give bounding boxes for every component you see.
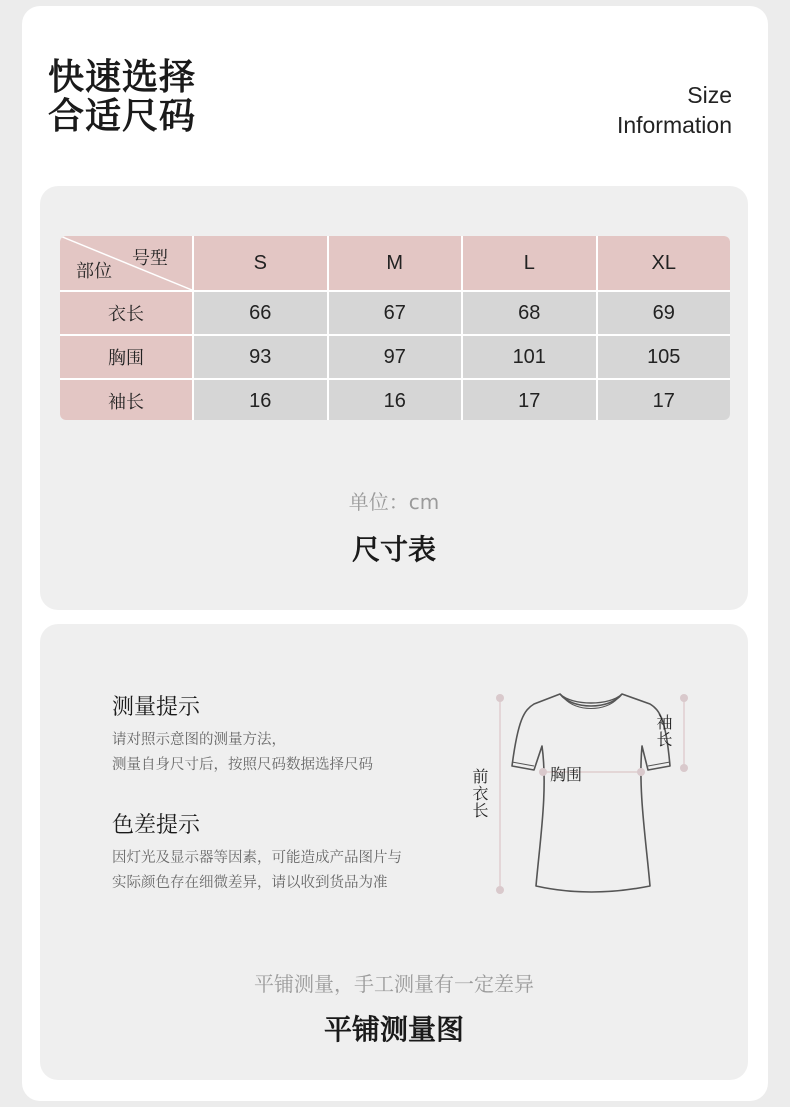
size-table-caption: 尺寸表: [351, 533, 436, 566]
table-cell: 69: [598, 292, 731, 334]
size-header-s: S: [194, 236, 327, 290]
row-label-length: 衣长: [60, 292, 192, 334]
color-tip-title: 色差提示: [112, 813, 201, 838]
measure-tip-text: [112, 728, 373, 778]
color-tip-line-1: 因灯光及显示器等因素，可能造成产品图片与: [112, 850, 402, 866]
size-header-l: L: [463, 236, 596, 290]
measure-diagram-caption: 平铺测量图: [323, 1013, 464, 1046]
size-table-panel: [40, 186, 748, 610]
measure-tip-title: 测量提示: [112, 695, 201, 720]
title-line-2: 合适尺码: [48, 96, 197, 137]
measure-guide-panel: [40, 624, 748, 1080]
color-tip-text: [112, 846, 402, 896]
table-cell: 16: [194, 380, 327, 420]
front-length-label: 前衣长: [470, 768, 489, 819]
table-cell: 68: [463, 292, 596, 334]
measure-tip-line-2: 测量自身尺寸后，按照尺码数据选择尺码: [112, 757, 373, 773]
measure-tip-line-1: 请对照示意图的测量方法，: [112, 732, 286, 748]
flat-measure-note: 平铺测量，手工测量有一定差异: [254, 972, 534, 996]
table-corner-cell: [60, 236, 192, 290]
page-subtitle-en: [617, 80, 732, 140]
subtitle-line-1: Size: [687, 82, 732, 108]
table-cell: 16: [329, 380, 462, 420]
row-label-sleeve: 袖长: [60, 380, 192, 420]
subtitle-line-2: Information: [616, 112, 732, 138]
chest-label: 胸围: [550, 765, 583, 784]
table-cell: 105: [598, 336, 731, 378]
tshirt-diagram-icon: [460, 680, 720, 900]
row-label-chest: 胸围: [60, 336, 192, 378]
table-cell: 17: [598, 380, 731, 420]
color-tip-line-2: 实际颜色存在细微差异，请以收到货品为准: [112, 875, 388, 891]
title-line-1: 快速选择: [48, 57, 197, 98]
size-header-m: M: [329, 236, 462, 290]
unit-note: 单位：cm: [348, 490, 440, 514]
corner-label-part: 部位: [76, 261, 112, 281]
size-header-xl: XL: [598, 236, 731, 290]
table-cell: 66: [194, 292, 327, 334]
size-table: [60, 236, 730, 420]
table-cell: 67: [329, 292, 462, 334]
sleeve-length-label: 袖长: [654, 714, 673, 748]
page-title: [48, 58, 196, 136]
table-cell: 101: [463, 336, 596, 378]
corner-label-size: 号型: [132, 248, 168, 268]
table-cell: 17: [463, 380, 596, 420]
table-cell: 97: [329, 336, 462, 378]
size-info-card: [22, 6, 768, 1101]
table-cell: 93: [194, 336, 327, 378]
